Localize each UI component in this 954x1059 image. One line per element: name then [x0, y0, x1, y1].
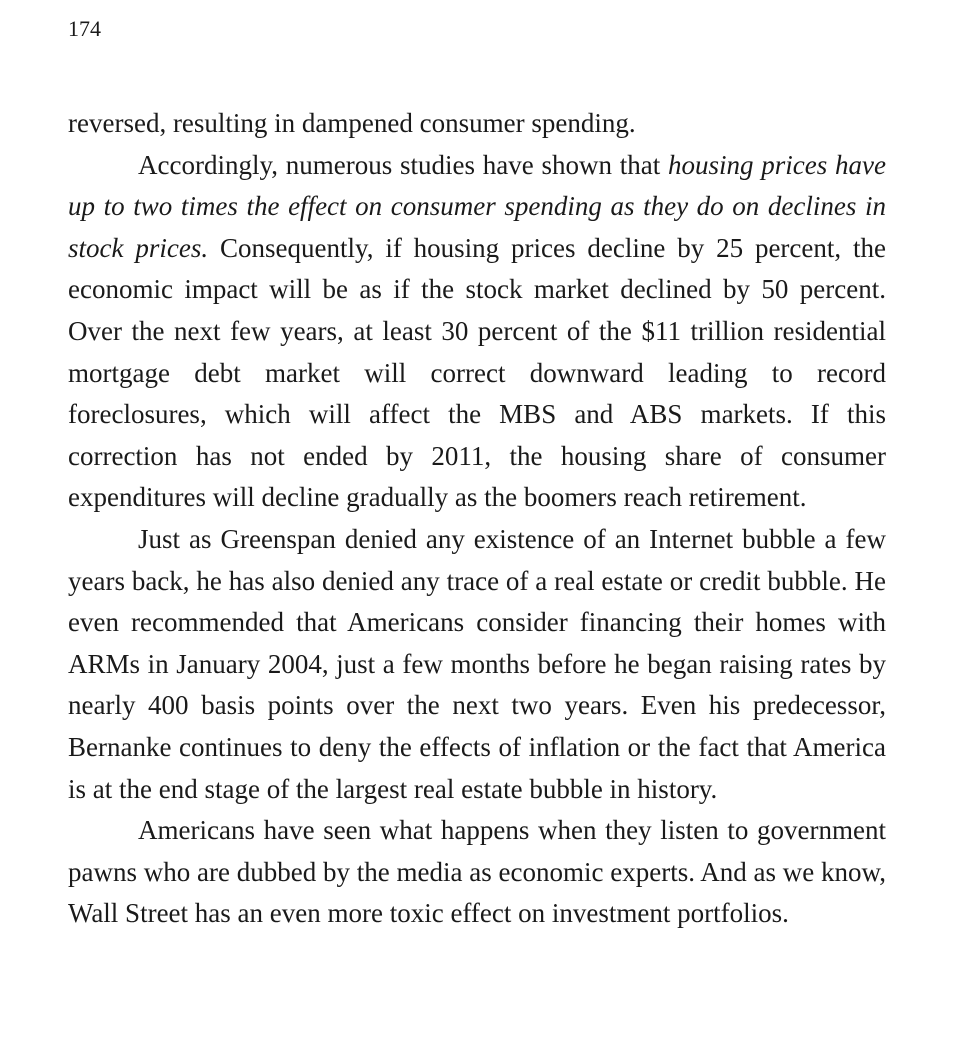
paragraph-2: [68, 145, 886, 519]
paragraph-4: Americans have seen what happens when they listen to government pawns who are dubbed by the media as economic experts. And as we know, Wall Street has an even more toxic effect on investment portfolios.: [68, 815, 886, 929]
page-number: 174: [68, 16, 101, 41]
body-text: [68, 103, 886, 935]
paragraph-2-emphasis: housing prices have up to two times the effect on consumer spending as they do on declines in stock prices.: [68, 149, 886, 263]
paragraph-2-rest: Consequently, if housing prices decline by 25 percent, the economic impact will be as if the stock market declined by 50 percent. Over the next few years, at least 30 percent of the $11 trillion residential mortgage debt market will correct downward leading to record foreclosures, which will affect the MBS and ABS markets. If this correction has not ended by 2011, the housing share of consumer expenditures will decline gradually as the boomers reach retirement.: [68, 232, 886, 513]
paragraph-2-lead: Accordingly, numerous studies have shown that: [138, 149, 668, 180]
paragraph-1: reversed, resulting in dampened consumer spending.: [68, 108, 636, 138]
paragraph-3: Just as Greenspan denied any existence of an Internet bubble a few years back, he has also denied any trace of a real estate or credit bubble. He even recommended that Americans consider financing their homes with ARMs in January 2004, just a few months before he began raising rates by nearly 400 basis points over the next two years. Even his predecessor, Bernanke continues to deny the effects of inflation or the fact that America is at the end stage of the largest real estate bubble in history.: [68, 523, 886, 804]
